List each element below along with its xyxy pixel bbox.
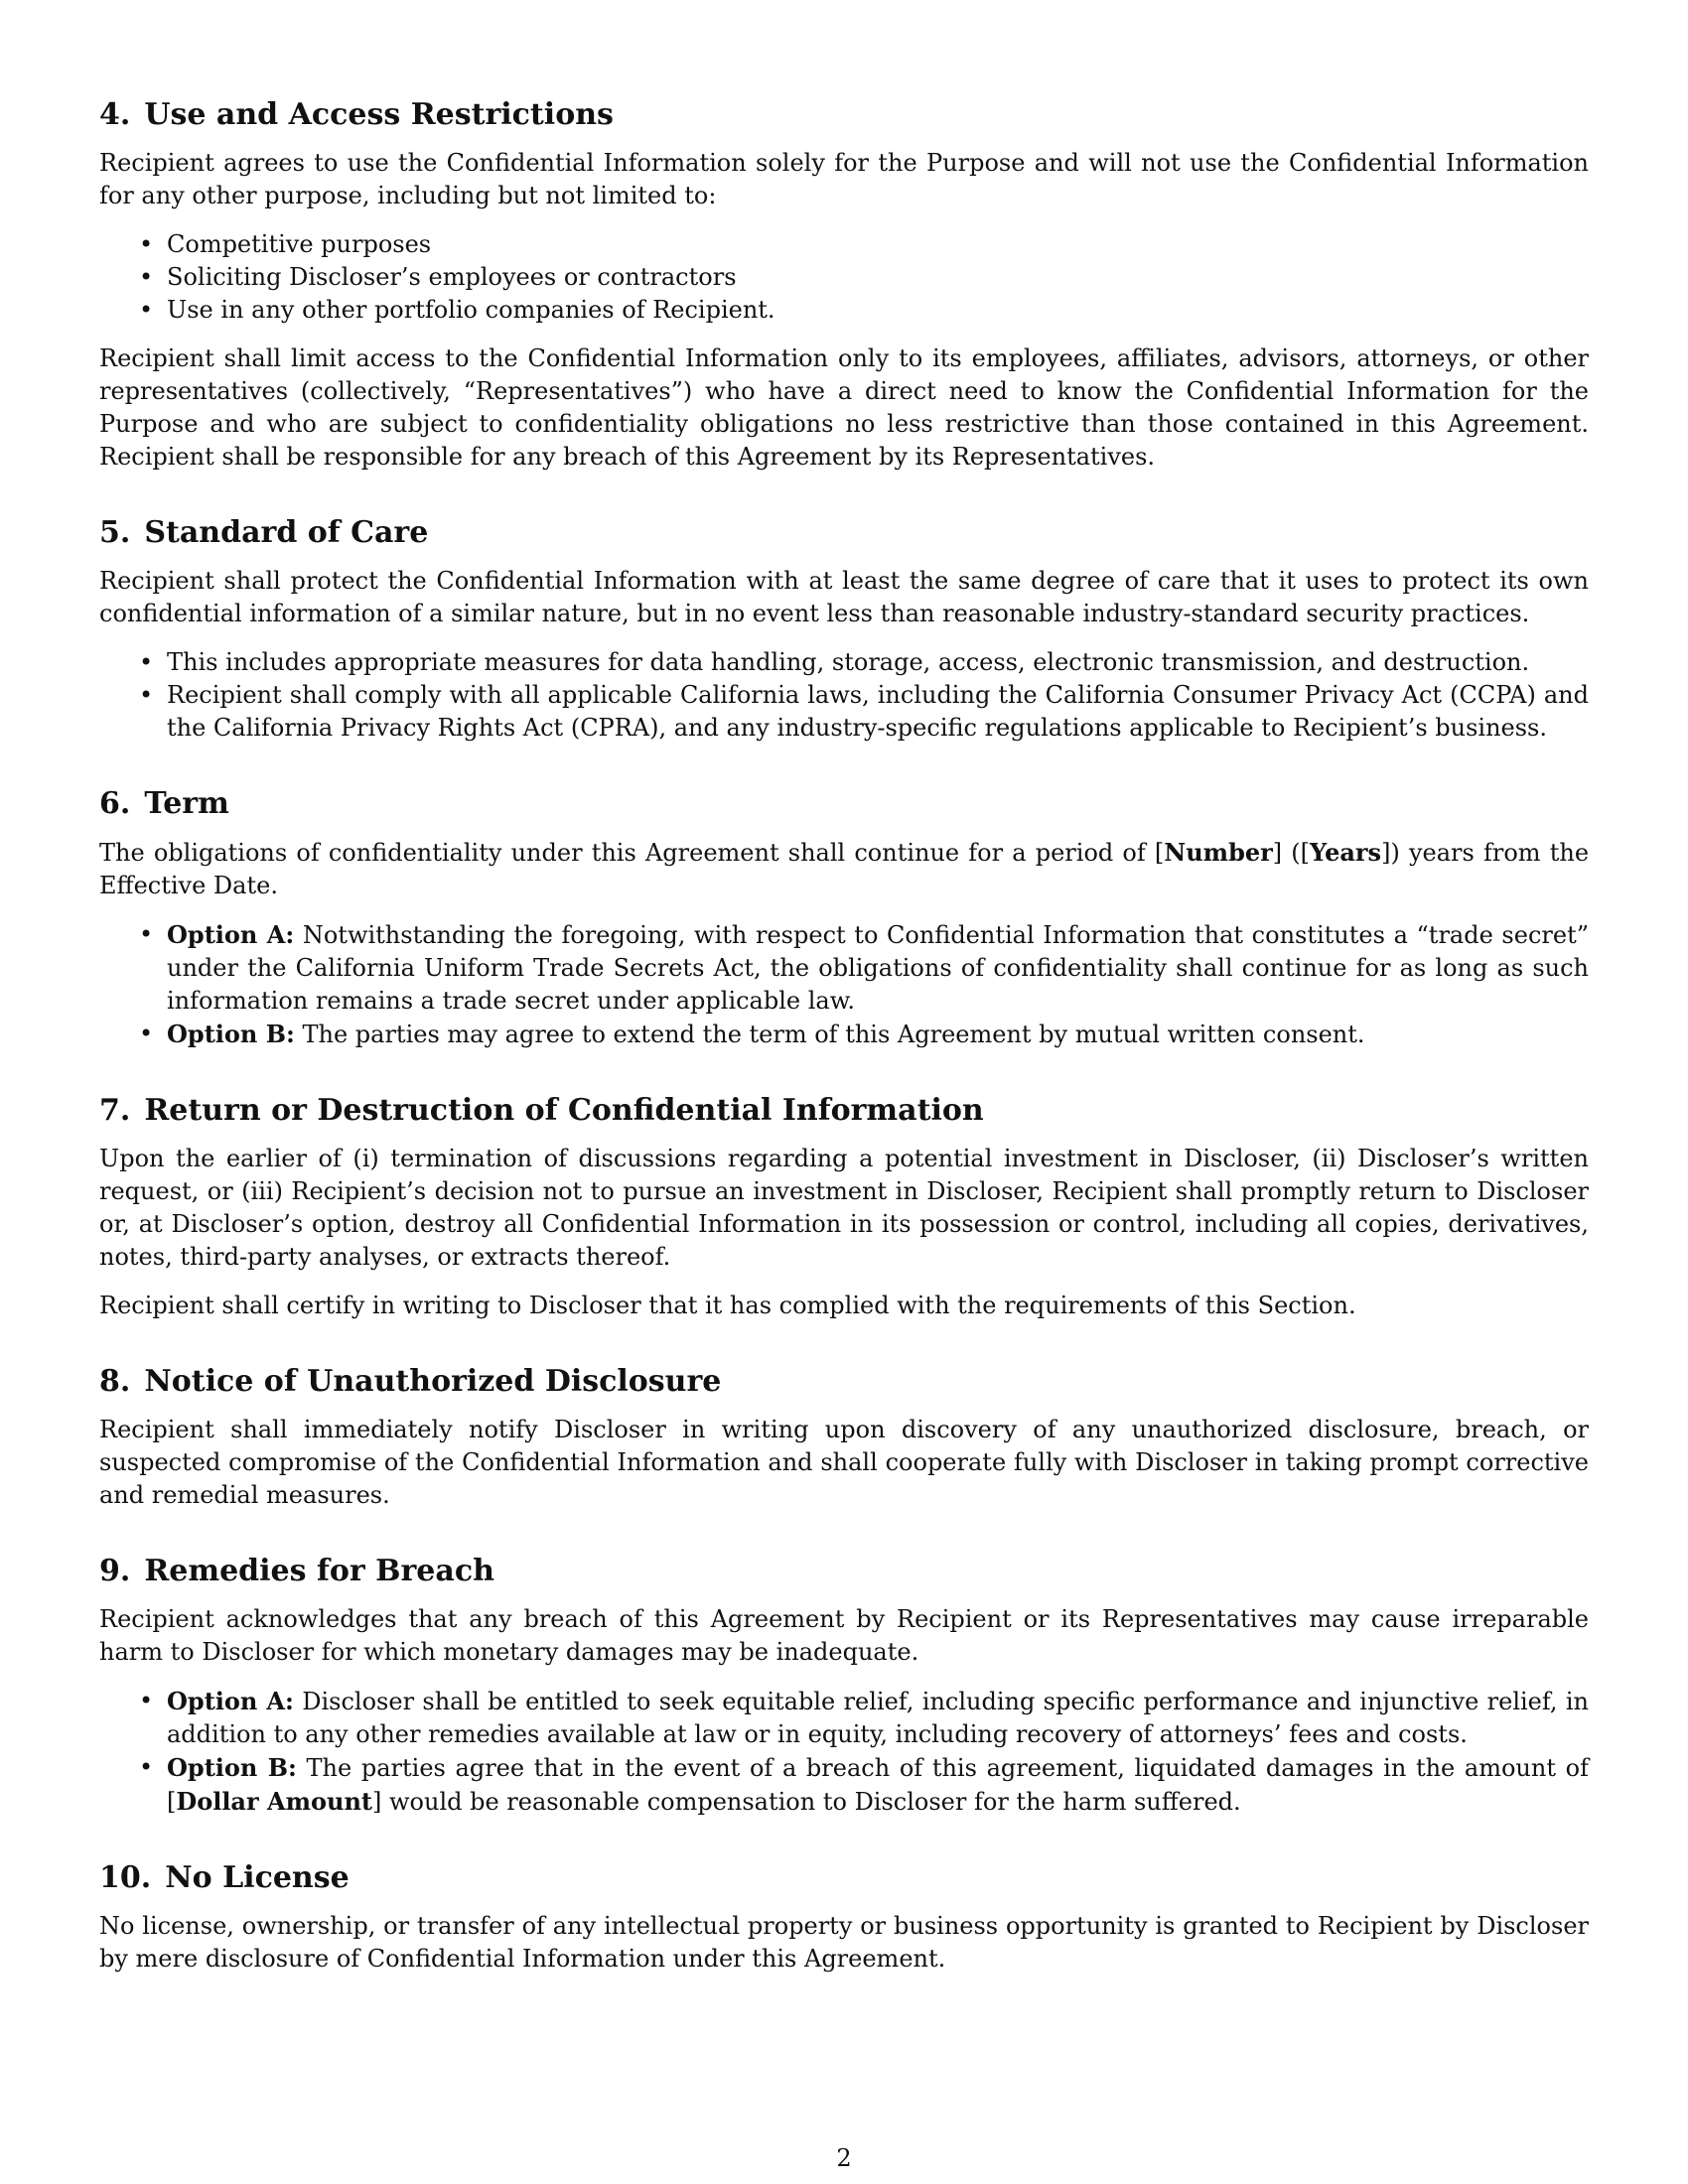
section-6: [99, 784, 1589, 1051]
list-item: • This includes appropriate measures for data handling, storage, access, electronic transmission, and destruction.: [99, 646, 1589, 679]
bullet-list: [99, 918, 1589, 1051]
section-heading: [99, 1362, 1589, 1402]
option-text: Discloser shall be entitled to seek equitable relief, including specific performance and injunctive relief, in addition to any other remedies available at law or in equity, including recovery of attorneys’ fees and costs.: [167, 1688, 1590, 1748]
section-heading: [99, 784, 1589, 824]
list-item: • Competitive purposes: [99, 228, 1589, 261]
option-text: Notwithstanding the foregoing, with respect to Confidential Information that constitutes a “trade secret” under the California Uniform Trade Secrets Act, the obligations of confidentiality shall continue for as long as such information remains a trade secret under applicable law.: [167, 921, 1589, 1015]
section-heading: [99, 1091, 1589, 1131]
section-number: 9.: [99, 1554, 131, 1588]
text-run: ] ([: [1272, 839, 1311, 867]
paragraph: [99, 836, 1589, 902]
placeholder-number: Number: [1164, 838, 1273, 867]
section-5: [99, 513, 1589, 745]
bullet-list: [99, 1685, 1589, 1819]
section-number: 6.: [99, 786, 131, 821]
section-heading: [99, 1858, 1589, 1898]
section-title: Term: [144, 786, 229, 821]
section-4: [99, 95, 1589, 474]
section-8: [99, 1362, 1589, 1512]
list-item: • Use in any other portfolio companies of Recipient.: [99, 294, 1589, 327]
bullet-list: [99, 646, 1589, 745]
option-text: The parties may agree to extend the term of this Agreement by mutual written consent.: [294, 1021, 1365, 1048]
bullet-list: [99, 228, 1589, 327]
paragraph: Recipient shall limit access to the Confidential Information only to its employees, affiliates, advisors, attorneys, or other representatives (collectively, “Representatives”) who have a direct need to know the Confidential Information for the Purpose and who are subject to confidentiality obligations no less restrictive than those contained in this Agreement. Recipient shall be responsible for any breach of this Agreement by its Representatives.: [99, 344, 1589, 471]
paragraph: No license, ownership, or transfer of any intellectual property or business opportunity is granted to Recipient by Discloser by mere disclosure of Confidential Information under this Agreement.: [99, 1912, 1589, 1973]
paragraph: Recipient shall protect the Confidential Information with at least the same degree of care that it uses to protect its own confidential information of a similar nature, but in no event less than reasonable industry-standard security practices.: [99, 567, 1589, 627]
section-number: 7.: [99, 1093, 131, 1128]
document-page: [99, 95, 1589, 2015]
section-heading: [99, 1552, 1589, 1591]
paragraph: Recipient acknowledges that any breach of this Agreement by Recipient or its Representatives may cause irreparable harm to Discloser for which monetary damages may be inadequate.: [99, 1605, 1589, 1666]
list-item: [99, 918, 1589, 1018]
section-title: No License: [165, 1860, 350, 1895]
section-title: Use and Access Restrictions: [144, 97, 614, 132]
list-item: [99, 1685, 1589, 1751]
paragraph: Upon the earlier of (i) termination of discussions regarding a potential investment in Discloser, (ii) Discloser’s written request, or (iii) Recipient’s decision not to pursue an investment in Discloser, Recipient shall promptly return to Discloser or, at Discloser’s option, destroy all Confidential Information in its possession or control, including all copies, derivatives, notes, third-party analyses, or extracts thereof.: [99, 1145, 1589, 1271]
text-run: ]) years from the Effective Date.: [99, 839, 1590, 899]
option-label: Option A:: [167, 1687, 294, 1715]
page-number: 2: [836, 2144, 852, 2172]
option-label: Option B:: [167, 1020, 295, 1048]
section-heading: [99, 513, 1589, 553]
section-heading: [99, 95, 1589, 135]
paragraph: Recipient shall certify in writing to Discloser that it has complied with the requirements of this Section.: [99, 1292, 1356, 1319]
paragraph: Recipient shall immediately notify Discloser in writing upon discovery of any unauthorized disclosure, breach, or suspected compromise of the Confidential Information and shall cooperate fully with Discloser in taking prompt corrective and remedial measures.: [99, 1416, 1589, 1509]
list-item: [99, 1018, 1589, 1051]
section-10: [99, 1858, 1589, 1976]
list-item: • Recipient shall comply with all applicable California laws, including the California Consumer Privacy Act (CCPA) and the California Privacy Rights Act (CPRA), and any industry-specific regulations applicable to Recipient’s business.: [99, 679, 1589, 745]
section-number: 8.: [99, 1364, 131, 1399]
option-label: Option A:: [167, 920, 295, 949]
section-number: 4.: [99, 97, 131, 132]
list-item: • Soliciting Discloser’s employees or contractors: [99, 261, 1589, 294]
section-title: Notice of Unauthorized Disclosure: [144, 1364, 722, 1399]
section-number: 5.: [99, 515, 131, 550]
text-run: The obligations of confidentiality under this Agreement shall continue for a period of [: [99, 839, 1165, 867]
paragraph: Recipient agrees to use the Confidential Information solely for the Purpose and will not use the Confidential Information for any other purpose, including but not limited to:: [99, 149, 1589, 209]
section-9: [99, 1552, 1589, 1819]
section-number: 10.: [99, 1860, 152, 1895]
section-7: [99, 1091, 1589, 1322]
section-title: Standard of Care: [144, 515, 429, 550]
section-title: Remedies for Breach: [144, 1554, 494, 1588]
placeholder-dollar-amount: Dollar Amount: [176, 1787, 372, 1816]
placeholder-years: Years: [1310, 838, 1382, 867]
option-text: The parties agree that in the event of a breach of this agreement, liquidated damages in the amount of [: [167, 1754, 1589, 1816]
section-title: Return or Destruction of Confidential Information: [144, 1093, 984, 1128]
option-label: Option B:: [167, 1753, 297, 1782]
list-item: [99, 1751, 1589, 1819]
option-text: ] would be reasonable compensation to Discloser for the harm suffered.: [372, 1788, 1241, 1816]
